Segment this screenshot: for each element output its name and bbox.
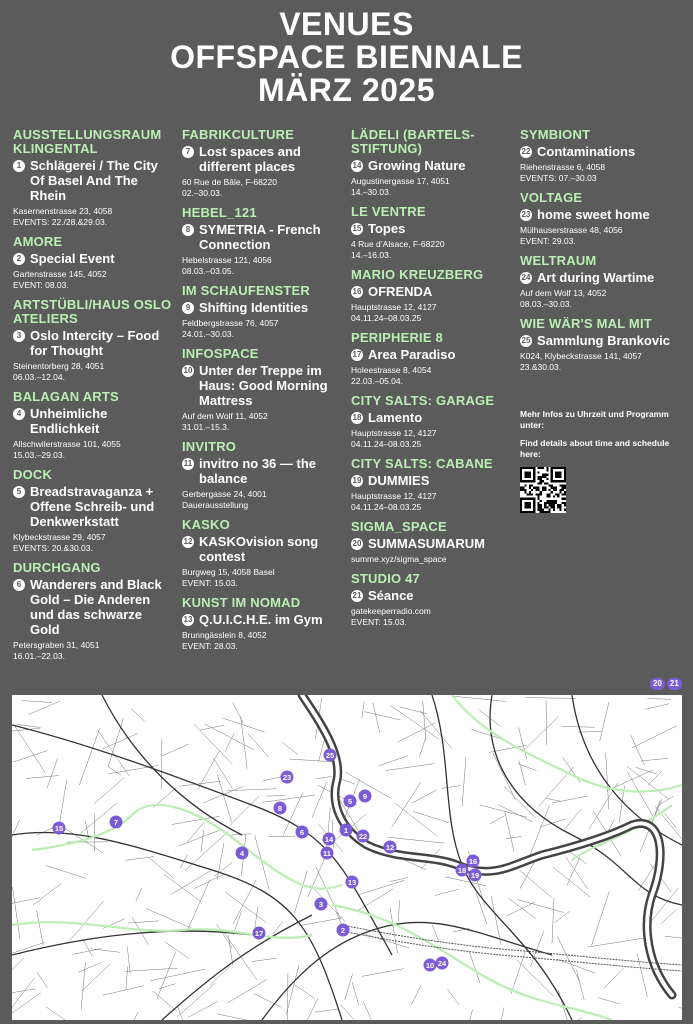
venue-info-line: EVENTS: 07.–30.03 bbox=[520, 173, 597, 183]
event-row bbox=[351, 158, 511, 173]
venue-name: VOLTAGE bbox=[520, 190, 583, 205]
venue-name: INVITRO bbox=[182, 439, 237, 454]
venue-column-3 bbox=[351, 128, 511, 635]
map-pin-7[interactable] bbox=[110, 816, 123, 829]
venue-info-line: 14.–30.03. bbox=[351, 187, 392, 197]
map-pin-label: 10 bbox=[425, 961, 435, 970]
venue-entry bbox=[182, 284, 342, 340]
venue-info-line: 16.01.–22.03. bbox=[13, 651, 65, 661]
venue-column-2 bbox=[182, 128, 342, 659]
venue-entry bbox=[351, 268, 511, 324]
map-pin-16[interactable] bbox=[467, 855, 480, 868]
venue-name: ARTSTÜBLI/HAUS OSLO ATELIERS bbox=[13, 297, 172, 326]
venue-number-badge: 16 bbox=[352, 287, 362, 296]
venue-info-line: 06.03.–12.04. bbox=[13, 372, 65, 382]
venue-entry bbox=[13, 235, 173, 291]
event-row bbox=[520, 207, 685, 222]
venue-info bbox=[13, 361, 173, 383]
venue-info bbox=[13, 532, 173, 554]
venue-name: WELTRAUM bbox=[520, 253, 597, 268]
venue-entry bbox=[182, 596, 342, 652]
venue-info-line: EVENT: 15.03. bbox=[182, 578, 238, 588]
venue-info-line: summe.xyz/sigma_space bbox=[351, 554, 447, 564]
venue-entry bbox=[520, 128, 685, 184]
venue-entry bbox=[520, 191, 685, 247]
event-title: SYMETRIA - French Connection bbox=[199, 222, 321, 252]
title-line-3: MÄRZ 2025 bbox=[258, 72, 435, 108]
venue-info bbox=[182, 489, 342, 511]
map-pin-label: 8 bbox=[277, 804, 283, 813]
event-title: invitro no 36 — the balance bbox=[199, 456, 317, 486]
venue-info bbox=[520, 288, 685, 310]
venue-name: INFOSPACE bbox=[182, 346, 259, 361]
venue-info-line: Auf dem Wolf 13, 4052 bbox=[520, 288, 607, 298]
event-row bbox=[182, 300, 342, 315]
venue-info bbox=[520, 351, 685, 373]
map-pin-label: 1 bbox=[343, 826, 349, 835]
venue-number-badge: 20 bbox=[352, 539, 362, 548]
venue-name: SYMBIONT bbox=[520, 127, 591, 142]
venue-info bbox=[351, 365, 511, 387]
venue-number-badge: 3 bbox=[13, 330, 25, 342]
venue-info bbox=[182, 255, 342, 277]
venue-name: KUNST IM NOMAD bbox=[182, 595, 301, 610]
venue-info-line: Petersgraben 31, 4051 bbox=[13, 640, 100, 650]
venue-info-line: 22.03.–05.04. bbox=[351, 376, 403, 386]
venue-info bbox=[351, 176, 511, 198]
map-pin-3[interactable] bbox=[315, 898, 328, 911]
venue-info-line: Gartenstrasse 145, 4052 bbox=[13, 269, 107, 279]
venue-name: SIGMA_SPACE bbox=[351, 519, 447, 534]
venue-info-line: 04.11.24–08.03.25 bbox=[351, 502, 422, 512]
map-pin-25[interactable] bbox=[324, 749, 337, 762]
venue-entry bbox=[13, 298, 173, 383]
venue-number-badge: 21 bbox=[352, 591, 362, 600]
map-pin-17[interactable] bbox=[253, 927, 266, 940]
venue-info bbox=[13, 439, 173, 461]
venue-info bbox=[182, 630, 342, 652]
venue-entry bbox=[182, 440, 342, 511]
venue-info-line: 08.03.–30.03. bbox=[520, 299, 572, 309]
event-title: Unter der Treppe im Haus: Good Morning Mattress bbox=[199, 363, 328, 408]
venue-info-line: 4 Rue d’Alsace, F-68220 bbox=[351, 239, 445, 249]
venue-info-line: gatekeeperradio.com bbox=[351, 606, 431, 616]
venue-number-badge: 25 bbox=[521, 336, 531, 345]
venue-entry bbox=[13, 561, 173, 662]
map-pin-label: 6 bbox=[299, 828, 305, 837]
event-title: Q.U.I.C.H.E. im Gym bbox=[199, 612, 323, 627]
map-pin-4[interactable] bbox=[236, 847, 249, 860]
venue-number-badge: 24 bbox=[521, 273, 531, 282]
map-pin-10[interactable] bbox=[424, 959, 437, 972]
map-pin-label: 15 bbox=[54, 824, 64, 833]
venue-number-badge: 17 bbox=[352, 350, 362, 359]
venue-info bbox=[351, 428, 511, 450]
venue-info-line: 24.01.–30.03. bbox=[182, 329, 234, 339]
event-row bbox=[182, 534, 342, 564]
venue-info-line: EVENT: 08.03. bbox=[13, 280, 69, 290]
venue-number-badge: 22 bbox=[521, 147, 531, 156]
venue-name: LE VENTRE bbox=[351, 204, 426, 219]
venue-info-line: Hebelstrasse 121, 4056 bbox=[182, 255, 272, 265]
event-row bbox=[520, 333, 685, 348]
map-pin-15[interactable] bbox=[53, 822, 66, 835]
venue-info-line: 23.&30.03. bbox=[520, 362, 562, 372]
venue-info bbox=[182, 177, 342, 199]
event-row bbox=[351, 473, 511, 488]
venue-number-badge: 6 bbox=[13, 579, 25, 591]
map-pin-5[interactable] bbox=[344, 795, 357, 808]
venue-info-line: Feldbergstrasse 76, 4057 bbox=[182, 318, 279, 328]
map-pin-1[interactable] bbox=[340, 824, 353, 837]
more-info-de: Mehr Infos zu Uhrzeit und Programm unter: bbox=[520, 409, 669, 430]
event-row bbox=[351, 221, 511, 236]
venue-info-line: Steinentorberg 28, 4051 bbox=[13, 361, 105, 371]
map-pin-label: 13 bbox=[347, 878, 357, 887]
map-pin-9[interactable] bbox=[359, 790, 372, 803]
map-pin-24[interactable] bbox=[436, 957, 449, 970]
venue-entry bbox=[351, 520, 511, 565]
map-pin-label: 4 bbox=[239, 849, 245, 858]
offmap-pins bbox=[650, 678, 682, 690]
venue-column-1 bbox=[13, 128, 173, 669]
venue-entry bbox=[351, 331, 511, 387]
event-row bbox=[13, 406, 173, 436]
venue-number-badge: 4 bbox=[13, 408, 25, 420]
venue-info-line: Klybeckstrasse 29, 4057 bbox=[13, 532, 106, 542]
event-row bbox=[182, 363, 342, 408]
venue-info-line: 04.11.24–08.03.25 bbox=[351, 439, 422, 449]
map-pin-11[interactable] bbox=[321, 847, 334, 860]
venue-name: BALAGAN ARTS bbox=[13, 389, 119, 404]
venue-info-line: Allschwilerstrasse 101, 4055 bbox=[13, 439, 121, 449]
venue-name: MARIO KREUZBERG bbox=[351, 267, 484, 282]
green-route bbox=[12, 695, 682, 1020]
offmap-pin-20: 20 bbox=[650, 678, 665, 690]
venue-info-line: 02.–30.03. bbox=[182, 188, 223, 198]
map-pin-label: 2 bbox=[340, 926, 346, 935]
event-row bbox=[182, 612, 342, 627]
map-pin-2[interactable] bbox=[337, 924, 350, 937]
venue-number-badge: 23 bbox=[521, 210, 531, 219]
event-title: Wanderers and Black Gold – Die Anderen und das schwarze Gold bbox=[30, 577, 162, 637]
venue-entry bbox=[182, 206, 342, 277]
venue-info-line: Kasernenstrasse 23, 4058 bbox=[13, 206, 113, 216]
map-pin-label: 5 bbox=[347, 797, 353, 806]
venue-number-badge: 11 bbox=[183, 459, 193, 468]
venue-info bbox=[351, 606, 511, 628]
venue-name: WIE WÄR'S MAL MIT bbox=[520, 316, 652, 331]
qr-code-icon[interactable] bbox=[520, 467, 566, 513]
venue-info-line: K024, Klybeckstrasse 141, 4057 bbox=[520, 351, 642, 361]
venue-info bbox=[351, 239, 511, 261]
map-pin-label: 23 bbox=[282, 773, 292, 782]
venue-info bbox=[520, 162, 685, 184]
venue-entry bbox=[182, 347, 342, 433]
map-pin-label: 14 bbox=[324, 835, 334, 844]
map-pin-label: 3 bbox=[318, 900, 324, 909]
rhine-river bbox=[299, 695, 672, 995]
title-line-1: VENUES bbox=[279, 6, 414, 42]
venue-info bbox=[351, 302, 511, 324]
event-title: Unheimliche Endlichkeit bbox=[30, 406, 108, 436]
event-row bbox=[520, 144, 685, 159]
venue-number-badge: 7 bbox=[182, 146, 194, 158]
venue-number-badge: 19 bbox=[352, 476, 362, 485]
venue-info-line: Mülhauserstrasse 48, 4056 bbox=[520, 225, 623, 235]
venue-entry bbox=[351, 394, 511, 450]
title-line-2: OFFSPACE BIENNALE bbox=[170, 39, 523, 75]
venue-number-badge: 13 bbox=[183, 615, 193, 624]
venue-info bbox=[13, 640, 173, 662]
venue-info-line: Hauptstrasse 12, 4127 bbox=[351, 428, 437, 438]
venue-entry bbox=[520, 317, 685, 373]
venue-name: AUSSTELLUNGSRAUM KLINGENTAL bbox=[13, 127, 162, 156]
venue-info-line: EVENTS: 22./28.&29.03. bbox=[13, 217, 108, 227]
venue-name: AMORE bbox=[13, 234, 63, 249]
venue-entry bbox=[182, 518, 342, 589]
event-title: Lamento bbox=[368, 410, 423, 425]
venue-entry bbox=[520, 254, 685, 310]
venue-name: CITY SALTS: CABANE bbox=[351, 456, 493, 471]
venue-info bbox=[182, 411, 342, 433]
venue-info-line: EVENTS: 20.&30.03. bbox=[13, 543, 93, 553]
venue-entry bbox=[13, 128, 173, 228]
event-title: home sweet home bbox=[537, 207, 650, 222]
venue-info-line: Hauptstrasse 12, 4127 bbox=[351, 491, 437, 501]
venue-info-line: 04.11.24–08.03.25 bbox=[351, 313, 422, 323]
venue-number-badge: 2 bbox=[13, 253, 25, 265]
more-info bbox=[520, 409, 685, 467]
event-row bbox=[351, 284, 511, 299]
venue-name: LÄDELI (BARTELS-STIFTUNG) bbox=[351, 127, 475, 156]
map-pin-23[interactable] bbox=[281, 771, 294, 784]
venue-info bbox=[351, 491, 511, 513]
venue-name: FABRIKCULTURE bbox=[182, 127, 295, 142]
venue-name: HEBEL_121 bbox=[182, 205, 257, 220]
venue-info-line: Gerbergasse 24, 4001 bbox=[182, 489, 267, 499]
venue-number-badge: 9 bbox=[182, 302, 194, 314]
venue-name: DOCK bbox=[13, 467, 53, 482]
event-row bbox=[13, 328, 173, 358]
event-title: SUMMASUMARUM bbox=[368, 536, 485, 551]
map-pin-label: 7 bbox=[113, 818, 119, 827]
venue-info-line: Holeestrasse 8, 4054 bbox=[351, 365, 432, 375]
map-pin-label: 9 bbox=[362, 792, 368, 801]
event-title: Sammlung Brankovic bbox=[537, 333, 670, 348]
venue-info-line: Dauerausstellung bbox=[182, 500, 249, 510]
venue-info-line: EVENT: 29.03. bbox=[520, 236, 576, 246]
venue-name: PERIPHERIE 8 bbox=[351, 330, 443, 345]
event-title: Lost spaces and different places bbox=[199, 144, 301, 174]
venue-info-line: Auf dem Wolf 11, 4052 bbox=[182, 411, 268, 421]
map-pin-22[interactable] bbox=[357, 830, 370, 843]
map-pin-13[interactable] bbox=[346, 876, 359, 889]
event-row bbox=[182, 456, 342, 486]
event-row bbox=[13, 251, 173, 266]
venue-info bbox=[520, 225, 685, 247]
venue-info bbox=[351, 554, 511, 565]
venue-info-line: 60 Rue de Bâle, F-68220 bbox=[182, 177, 277, 187]
event-title: DUMMIES bbox=[368, 473, 430, 488]
venue-number-badge: 15 bbox=[352, 224, 362, 233]
event-row bbox=[13, 484, 173, 529]
map-pin-label: 11 bbox=[323, 849, 331, 858]
event-title: Séance bbox=[368, 588, 414, 603]
map-pin-19[interactable] bbox=[469, 869, 482, 882]
venue-column-4 bbox=[520, 128, 685, 380]
venue-number-badge: 1 bbox=[13, 160, 25, 172]
venue-info-line: 14.–16.03. bbox=[351, 250, 392, 260]
map-pin-8[interactable] bbox=[274, 802, 287, 815]
venue-entry bbox=[13, 390, 173, 461]
map-pin-label: 19 bbox=[470, 871, 480, 880]
event-title: Growing Nature bbox=[368, 158, 466, 173]
event-title: Topes bbox=[368, 221, 406, 236]
event-title: Oslo Intercity – Food for Thought bbox=[30, 328, 160, 358]
venue-info-line: Burgweg 15, 4058 Basel bbox=[182, 567, 275, 577]
venue-info-line: Hauptstrasse 12, 4127 bbox=[351, 302, 437, 312]
event-row bbox=[13, 158, 173, 203]
venue-info-line: Riehenstrasse 6, 4058 bbox=[520, 162, 606, 172]
city-map[interactable] bbox=[12, 695, 682, 1020]
event-row bbox=[351, 410, 511, 425]
venue-info-line: Augustinergasse 17, 4051 bbox=[351, 176, 450, 186]
event-row bbox=[351, 347, 511, 362]
event-row bbox=[351, 588, 511, 603]
map-pin-label: 24 bbox=[437, 959, 447, 968]
map-pin-12[interactable] bbox=[384, 841, 397, 854]
map-pin-label: 12 bbox=[385, 843, 395, 852]
map-pin-label: 18 bbox=[457, 866, 467, 875]
map-pin-6[interactable] bbox=[296, 826, 309, 839]
river-inner bbox=[299, 695, 672, 995]
venue-number-badge: 12 bbox=[183, 537, 193, 546]
venue-info-line: 15.03.–29.03. bbox=[13, 450, 65, 460]
venue-name: DURCHGANG bbox=[13, 560, 101, 575]
venue-info bbox=[13, 269, 173, 291]
venue-entry bbox=[351, 205, 511, 261]
event-title: KASKOvision song contest bbox=[199, 534, 319, 564]
venue-info-line: EVENT: 15.03. bbox=[351, 617, 407, 627]
venue-info bbox=[182, 318, 342, 340]
poster-title bbox=[0, 8, 693, 107]
venue-number-badge: 8 bbox=[182, 224, 194, 236]
map-pin-label: 16 bbox=[468, 857, 478, 866]
venue-number-badge: 18 bbox=[352, 413, 362, 422]
event-row bbox=[520, 270, 685, 285]
main-roads bbox=[12, 695, 682, 1020]
venue-entry bbox=[182, 128, 342, 199]
event-title: Contaminations bbox=[537, 144, 636, 159]
venue-number-badge: 10 bbox=[183, 366, 193, 375]
event-row bbox=[182, 144, 342, 174]
street-network bbox=[12, 696, 682, 1020]
event-row bbox=[13, 577, 173, 637]
event-title: Area Paradiso bbox=[368, 347, 456, 362]
venue-entry bbox=[351, 128, 511, 198]
event-row bbox=[182, 222, 342, 252]
map-graphic bbox=[12, 695, 682, 1020]
venue-name: IM SCHAUFENSTER bbox=[182, 283, 310, 298]
venue-name: KASKO bbox=[182, 517, 230, 532]
venue-info bbox=[182, 567, 342, 589]
venue-entry bbox=[351, 457, 511, 513]
event-title: Schlägerei / The City Of Basel And The Rhein bbox=[30, 158, 158, 203]
venue-entry bbox=[351, 572, 511, 628]
map-pin-label: 25 bbox=[325, 751, 335, 760]
event-title: Special Event bbox=[30, 251, 115, 266]
venue-info bbox=[13, 206, 173, 228]
map-pin-14[interactable] bbox=[323, 833, 336, 846]
venue-info-line: 08.03.–03.05. bbox=[182, 266, 234, 276]
venue-name: STUDIO 47 bbox=[351, 571, 420, 586]
offmap-pin-21: 21 bbox=[667, 678, 682, 690]
venue-number-badge: 14 bbox=[352, 161, 362, 170]
event-title: OFRENDA bbox=[368, 284, 433, 299]
event-title: Breadstravaganza + Offene Schreib- und Denkwerkstatt bbox=[30, 484, 155, 529]
event-row bbox=[351, 536, 511, 551]
venue-number-badge: 5 bbox=[13, 486, 25, 498]
venue-info-line: EVENT: 28.03. bbox=[182, 641, 238, 651]
more-info-en: Find details about time and schedule here: bbox=[520, 438, 670, 459]
map-pin-18[interactable] bbox=[456, 864, 469, 877]
event-title: Art during Wartime bbox=[537, 270, 655, 285]
map-pin-label: 22 bbox=[358, 832, 368, 841]
map-pin-label: 17 bbox=[254, 929, 264, 938]
venue-entry bbox=[13, 468, 173, 554]
venue-info-line: 31.01.–15.3. bbox=[182, 422, 230, 432]
venue-name: CITY SALTS: GARAGE bbox=[351, 393, 495, 408]
venue-info-line: Brunngässlein 8, 4052 bbox=[182, 630, 267, 640]
event-title: Shifting Identities bbox=[199, 300, 309, 315]
